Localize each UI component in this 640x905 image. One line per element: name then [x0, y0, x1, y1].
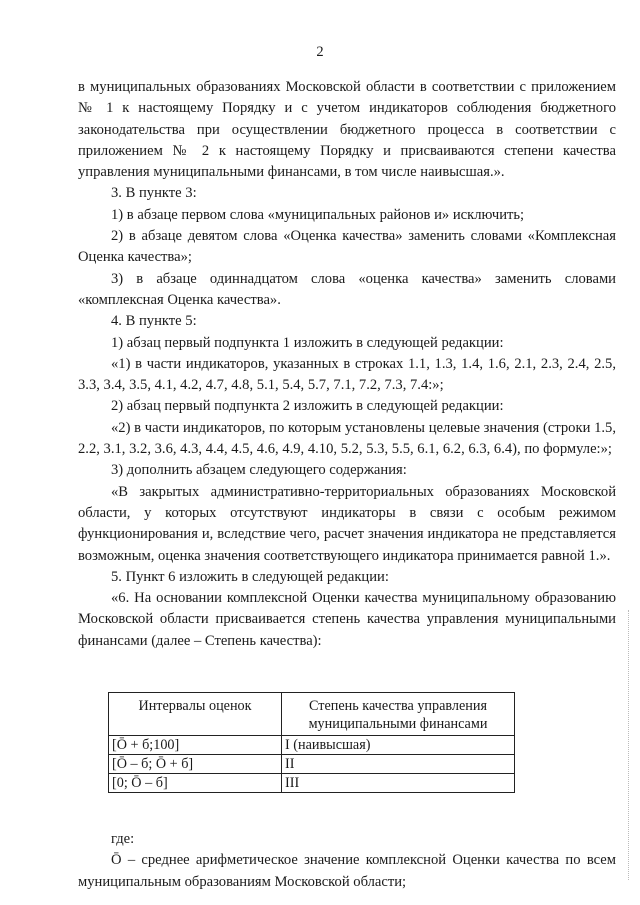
- paragraph: 3) в абзаце одиннадцатом слова «оценка качества» заменить словами «комплексная Оценка качества».: [78, 270, 616, 308]
- paragraph: 1) в абзаце первом слова «муниципальных районов и» исключить;: [111, 206, 525, 223]
- document-body: [78, 77, 616, 893]
- table-cell: [Ō – б; Ō + б]: [109, 755, 282, 774]
- table-cell: [Ō + б;100]: [109, 736, 282, 755]
- table-cell: I (наивысшая): [282, 736, 515, 755]
- paragraph: «В закрытых административно-территориальных образованиях Московской области, у которых отсутствуют индикаторы в связи с особым режимом функционирования и, вследствие чего, расчет значения индикатора не представляется возможным, оценка значения соответствующего индикатора принимается равной 1.».: [78, 483, 616, 564]
- paragraph: «6. На основании комплексной Оценки качества муниципальному образованию Московской области присваивается степень качества управления муниципальными финансами (далее – Степень качества):: [78, 590, 616, 649]
- paragraph: 3) дополнить абзацем следующего содержания:: [111, 462, 407, 479]
- table-header-cell: Интервалы оценок: [109, 693, 282, 736]
- paragraph: Ō – среднее арифметическое значение комплексной Оценки качества по всем муниципальным образованиям Московской области;: [78, 852, 616, 890]
- paragraph: 1) абзац первый подпункта 1 изложить в следующей редакции:: [111, 334, 504, 351]
- paragraph: 4. В пункте 5:: [111, 313, 197, 330]
- paragraph: 2) в абзаце девятом слова «Оценка качества» заменить словами «Комплексная Оценка качества»;: [78, 228, 616, 266]
- table-header-cell: Степень качества управления муниципальными финансами: [282, 693, 515, 736]
- paragraph: 3. В пункте 3:: [111, 185, 197, 202]
- table-row: [109, 774, 515, 793]
- paragraph: 2) абзац первый подпункта 2 изложить в следующей редакции:: [111, 398, 504, 415]
- table-header-row: [109, 693, 515, 736]
- table-cell: III: [282, 774, 515, 793]
- paragraph: где:: [111, 831, 135, 848]
- paragraph: «1) в части индикаторов, указанных в строках 1.1, 1.3, 1.4, 1.6, 2.1, 2.3, 2.4, 2.5, 3.3, 3.4, 3.5, 4.1, 4.2, 4.7, 4.8, 5.1, 5.4, 5.7, 7.1, 7.2, 7.3, 7.4:»;: [78, 355, 616, 394]
- paragraphs-top: [78, 77, 616, 652]
- paragraph: «2) в части индикаторов, по которым установлены целевые значения (строки 1.5, 2.2, 3.1, 3.2, 3.6, 4.3, 4.4, 4.5, 4.6, 4.9, 4.10, 5.2, 5.3, 5.5, 6.1, 6.2, 6.3, 6.4), по формуле:»;: [78, 419, 616, 458]
- table-cell: II: [282, 755, 515, 774]
- quality-grade-table: [108, 692, 515, 793]
- table-row: [109, 736, 515, 755]
- scan-edge-mark: [628, 610, 630, 880]
- table-row: [109, 755, 515, 774]
- paragraph: 5. Пункт 6 изложить в следующей редакции:: [111, 568, 389, 585]
- paragraphs-bottom: [78, 829, 616, 893]
- page-number: 2: [316, 44, 324, 60]
- table-cell: [0; Ō – б]: [109, 774, 282, 793]
- paragraph: в муниципальных образованиях Московской области в соответствии с приложением № 1 к настоящему Порядку и с учетом индикаторов соблюдения бюджетного законодательства при осуществлении бюджетного процесса в соответствии с приложением № 2 к настоящему Порядку и присваиваются степени качества управления муниципальными финансами, в том числе наивысшая.».: [78, 79, 616, 181]
